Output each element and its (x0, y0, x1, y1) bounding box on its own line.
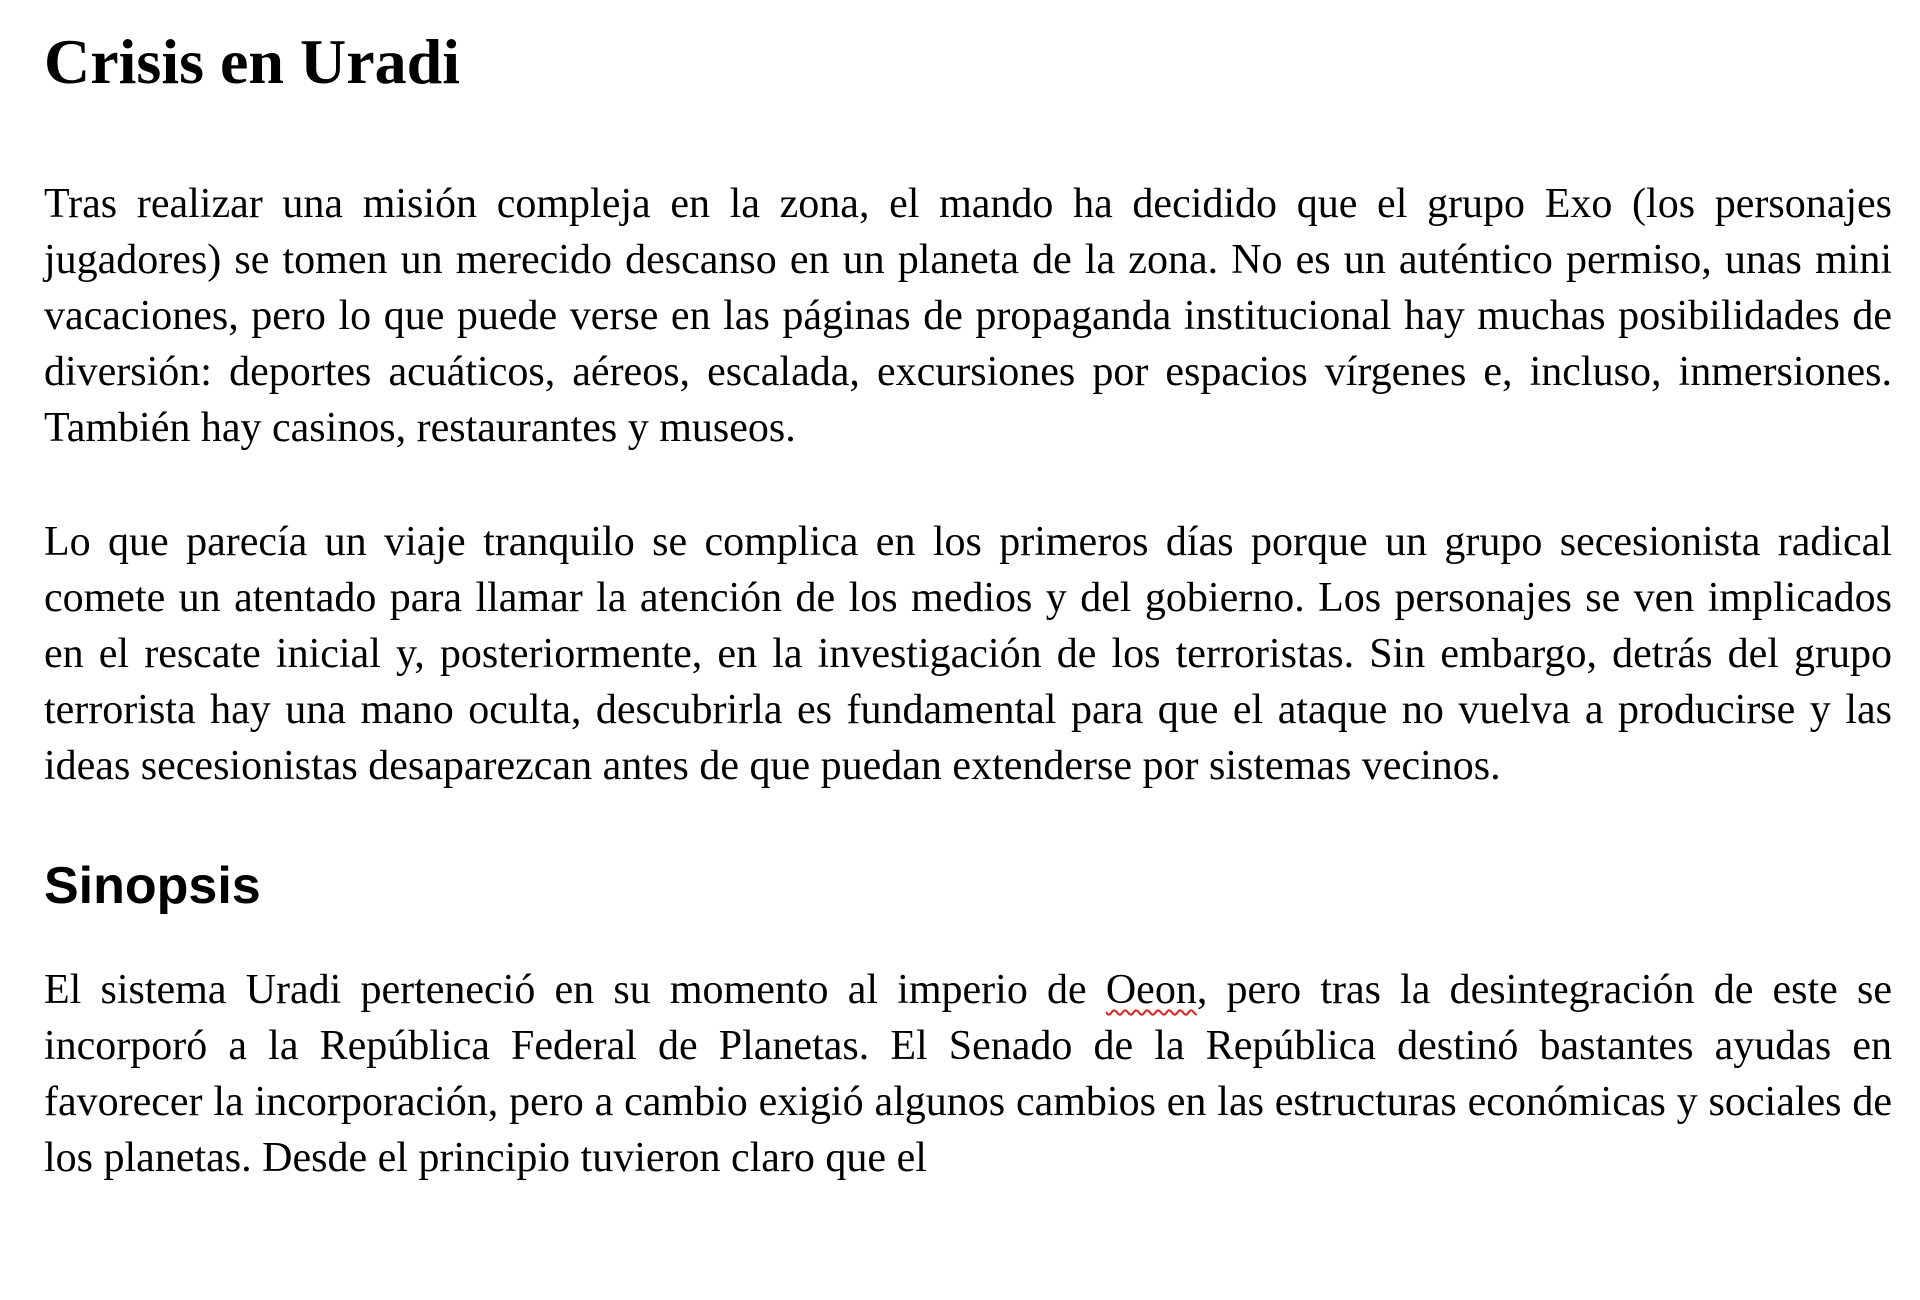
sinopsis-paragraph (44, 962, 1892, 1186)
sinopsis-text-before: El sistema Uradi perteneció en su momento al imperio de (44, 967, 1106, 1013)
intro-paragraph: Lo que parecía un viaje tranquilo se complica en los primeros días porque un grupo secesionista radical comete un atentado para llamar la atención de los medios y del gobierno. Los personajes se ven implicados en el rescate inicial y, posteriormente, en la investigación de los terroristas. Sin embargo, detrás del grupo terrorista hay una mano oculta, descubrirla es fundamental para que el ataque no vuelva a producirse y las ideas secesionistas desaparezcan antes de que puedan extenderse por sistemas vecinos. (44, 519, 1892, 789)
section-heading-sinopsis: Sinopsis (44, 857, 261, 915)
sinopsis-text-after: , pero tras la desintegración de este se incorporó a la República Federal de Planetas. El Senado de la República destinó bastantes ayudas en favorecer la incorporación, pero a cambio exigió algunos cambios en las estructuras económicas y sociales de los planetas. Desde el principio tuvieron claro que el (44, 967, 1892, 1181)
spellcheck-flagged-word[interactable]: Oeon (1105, 967, 1197, 1013)
document-page (44, 0, 1892, 1186)
intro-paragraph: Tras realizar una misión compleja en la zona, el mando ha decidido que el grupo Exo (los personajes jugadores) se tomen un merecido descanso en un planeta de la zona. No es un auténtico permiso, unas mini vacaciones, pero lo que puede verse en las páginas de propaganda institucional hay muchas posibilidades de diversión: deportes acuáticos, aéreos, escalada, excursiones por espacios vírgenes e, incluso, inmersiones. También hay casinos, restaurantes y museos. (44, 181, 1892, 451)
document-title: Crisis en Uradi (44, 26, 460, 97)
